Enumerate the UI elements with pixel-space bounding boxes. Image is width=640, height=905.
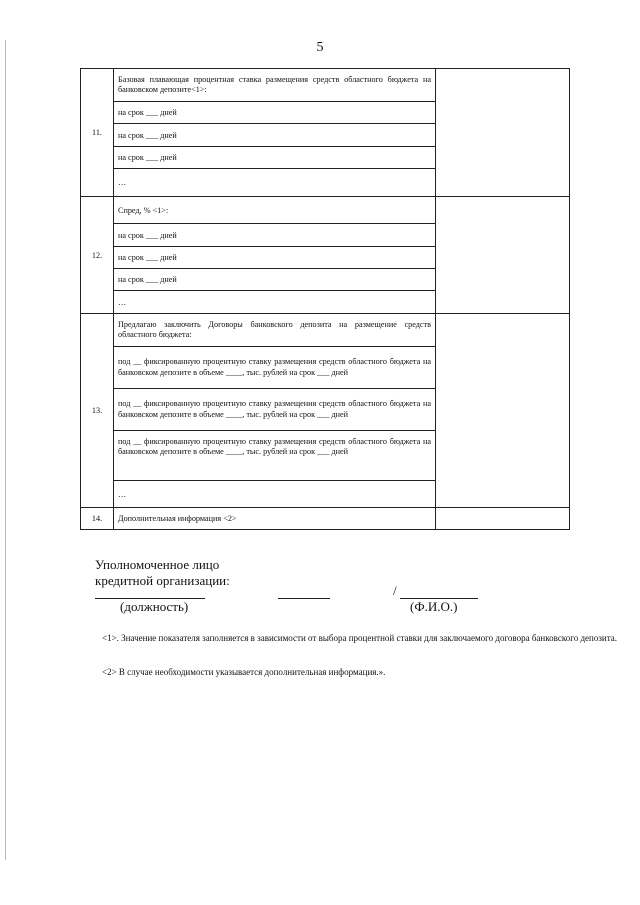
authorized-line-2: кредитной организации: — [95, 573, 230, 588]
deposit-application-table — [80, 68, 570, 530]
term-line: на срок ___ дней — [114, 247, 436, 269]
scan-margin-line — [5, 40, 6, 860]
row-title: Дополнительная информация <2> — [114, 508, 436, 530]
table-row — [81, 197, 570, 224]
row-number: 13. — [81, 314, 114, 508]
term-line: на срок ___ дней — [114, 269, 436, 291]
footnote-1: <1>. Значение показателя заполняется в зависимости от выбора процентной ставки для заключаемого договора банковского депозита. — [102, 633, 618, 643]
full-name-caption: (Ф.И.О.) — [410, 599, 458, 614]
row-title: Спред, % <1>: — [114, 197, 436, 224]
row-title: Базовая плавающая процентная ставка размещения средств областного бюджета на банковском депозите<1>: — [114, 69, 436, 102]
term-line: на срок ___ дней — [114, 102, 436, 124]
row-number: 14. — [81, 508, 114, 530]
value-cell[interactable] — [436, 69, 570, 197]
term-line: на срок ___ дней — [114, 124, 436, 147]
authorized-line-1: Уполномоченное лицо — [95, 557, 220, 572]
value-cell[interactable] — [436, 508, 570, 530]
row-number: 11. — [81, 69, 114, 197]
row-title: Предлагаю заключить Договоры банковского депозита на размещение средств областного бюджета: — [114, 314, 436, 347]
row-number: 12. — [81, 197, 114, 314]
table-row — [81, 69, 570, 102]
table-row — [81, 314, 570, 347]
deposit-offer: под __ фиксированную процентную ставку размещения средств областного бюджета на банковском депозите в объеме ____, тыс. рублей на срок ___ дней — [114, 347, 436, 389]
value-cell[interactable] — [436, 197, 570, 314]
term-line: на срок ___ дней — [114, 224, 436, 247]
page-number: 5 — [316, 40, 324, 55]
ellipsis: … — [114, 481, 436, 508]
ellipsis: … — [114, 169, 436, 197]
ellipsis: … — [114, 291, 436, 314]
deposit-offer: под __ фиксированную процентную ставку размещения средств областного бюджета на банковском депозите в объеме ____, тыс. рублей на срок ___ дней — [114, 389, 436, 431]
value-cell[interactable] — [436, 314, 570, 508]
authorized-person-label — [95, 557, 230, 589]
deposit-offer: под __ фиксированную процентную ставку размещения средств областного бюджета на банковском депозите в объеме ____, тыс. рублей на срок ___ дней — [114, 431, 436, 481]
position-caption: (должность) — [120, 599, 189, 614]
slash-separator: / — [393, 583, 397, 598]
footnote-2: <2> В случае необходимости указывается дополнительная информация.». — [102, 667, 386, 677]
term-line: на срок ___ дней — [114, 147, 436, 169]
signature-line[interactable] — [278, 598, 330, 599]
table-row — [81, 508, 570, 530]
